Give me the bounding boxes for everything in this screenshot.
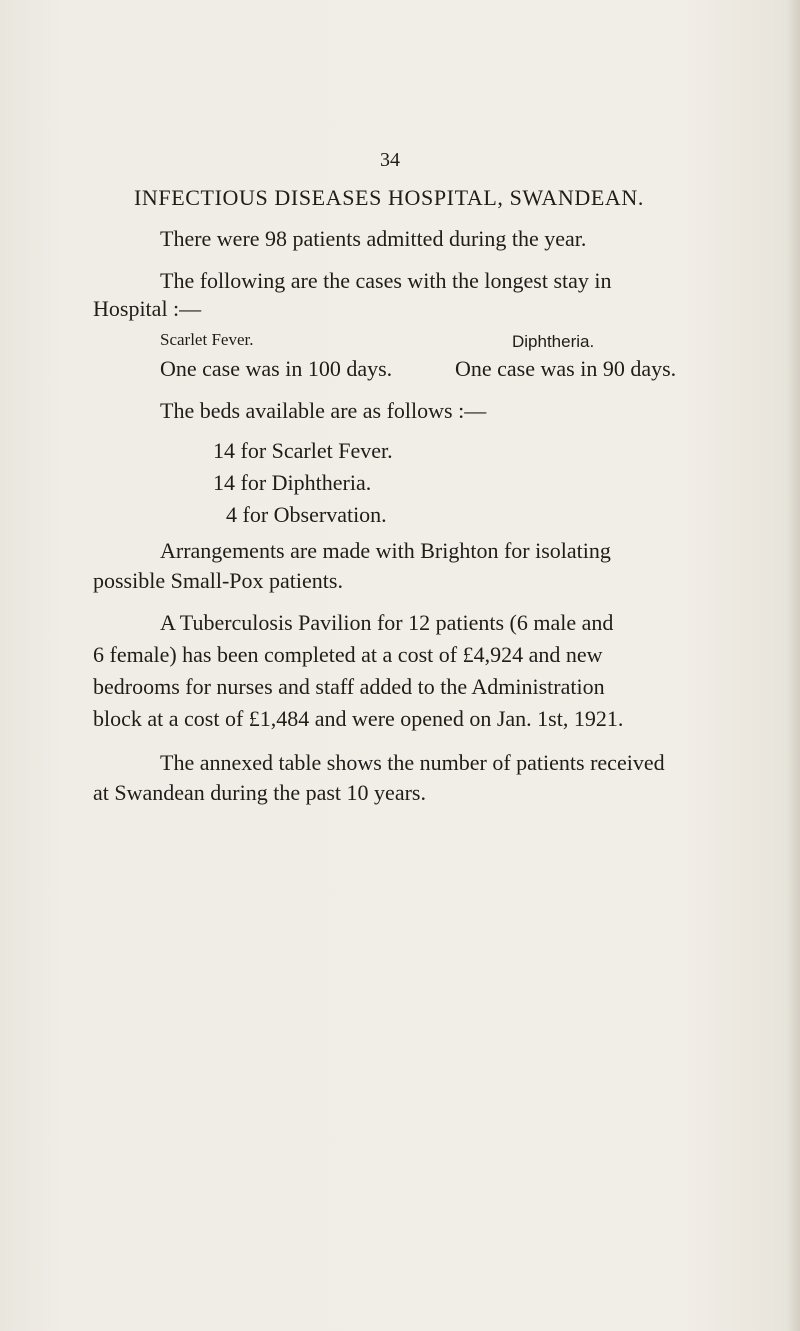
tuberculosis-line-2: 6 female) has been completed at a cost of £4,924 and new — [93, 642, 603, 667]
arrangements-line-1: Arrangements are made with Brighton for isolating — [160, 538, 611, 563]
diphtheria-label: Diphtheria. — [512, 332, 595, 351]
longest-stay-line-1: The following are the cases with the longest stay in — [160, 268, 612, 293]
tuberculosis-line-1: A Tuberculosis Pavilion for 12 patients (6 male and — [160, 610, 614, 635]
scarlet-fever-label: Scarlet Fever. — [160, 330, 254, 349]
admitted-paragraph: There were 98 patients admitted during the year. — [160, 226, 587, 251]
bed-item: 14 for Scarlet Fever. — [213, 438, 393, 463]
arrangements-line-2: possible Small-Pox patients. — [93, 568, 343, 593]
beds-intro: The beds available are as follows :— — [160, 398, 487, 423]
annexed-line-1: The annexed table shows the number of patients received — [160, 750, 665, 775]
tuberculosis-line-4: block at a cost of £1,484 and were opened on Jan. 1st, 1921. — [93, 706, 624, 731]
annexed-line-2: at Swandean during the past 10 years. — [93, 780, 426, 805]
bed-item: 4 for Observation. — [226, 502, 387, 527]
page-number: 34 — [380, 149, 400, 171]
page-edge-shadow — [786, 0, 800, 1331]
section-heading: INFECTIOUS DISEASES HOSPITAL, SWANDEAN. — [134, 185, 644, 210]
longest-stay-line-2: Hospital :— — [93, 296, 202, 321]
bed-item: 14 for Diphtheria. — [213, 470, 372, 495]
tuberculosis-line-3: bedrooms for nurses and staff added to the Administration — [93, 674, 605, 699]
diphtheria-case: One case was in 90 days. — [455, 356, 677, 381]
scarlet-fever-case: One case was in 100 days. — [160, 356, 393, 381]
